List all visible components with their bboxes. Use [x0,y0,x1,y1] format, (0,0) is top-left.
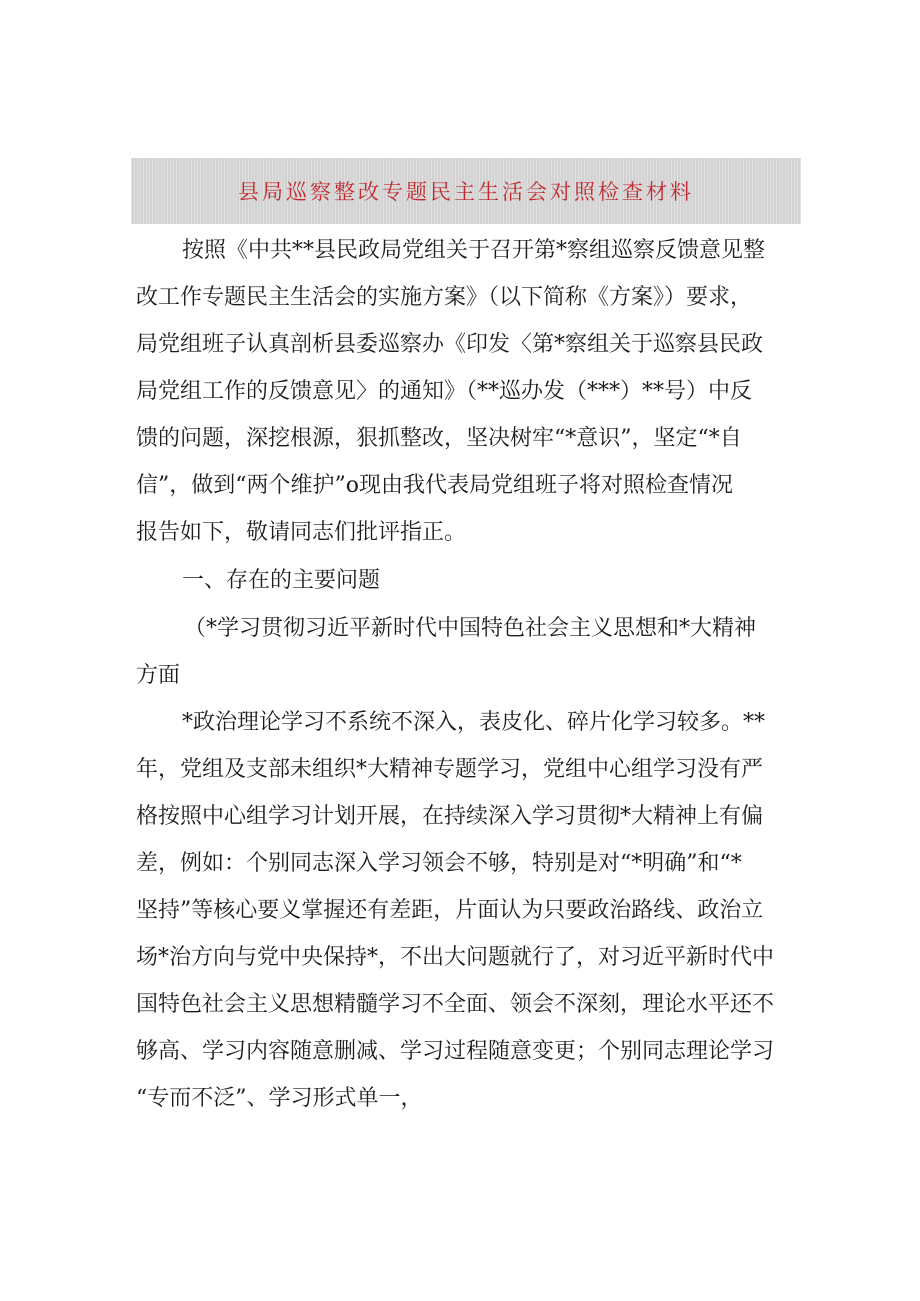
body-line: 国特色社会主义思想精髓学习不全面、领会不深刻，理论水平还不 [136,992,775,1017]
document-title: 县局巡察整改专题民主生活会对照检查材料 [238,180,694,204]
body-line: 差，例如：个别同志深入学习领会不够，特别是对“*明确”和“* [136,851,742,876]
body-line: 坚持”等核心要义掌握还有差距，片面认为只要政治路线、政治立 [136,898,764,923]
body-line: 场*治方向与党中央保持*，不出大问题就行了，对习近平新时代中 [136,945,775,970]
intro-line: 局党组工作的反馈意见〉的通知》（**巡办发（***）**号）中反 [136,379,753,404]
intro-line: 馈的问题，深挖根源，狠抓整改，坚决树牢“*意识”，坚定“*自 [136,426,742,451]
title-banner [131,158,801,224]
intro-line: 信”，做到“两个维护”o现由我代表局党组班子将对照检查情况 [136,473,733,498]
intro-line: 改工作专题民主生活会的实施方案》（以下简称《方案》）要求， [136,285,753,310]
body-line: “专而不泛”、学习形式单一， [136,1086,423,1111]
body-line: *政治理论学习不系统不深入，表皮化、碎片化学习较多。** [182,710,766,735]
body-line: 格按照中心组学习计划开展，在持续深入学习贯彻*大精神上有偏 [136,804,764,829]
body-line: 够高、学习内容随意删减、学习过程随意变更；个别同志理论学习 [136,1039,775,1064]
intro-line: 按照《中共**县民政局党组关于召开第*察组巡察反馈意见整 [182,238,766,263]
subsection-heading: （*学习贯彻习近平新时代中国特色社会主义思想和*大精神 [184,616,757,641]
section-heading: 一、存在的主要问题 [182,568,381,593]
intro-line: 局党组班子认真剖析县委巡察办《印发〈第*察组关于巡察县民政 [136,332,764,357]
intro-line: 报告如下，敬请同志们批评指正。 [136,520,467,545]
body-line: 年，党组及支部未组织*大精神专题学习，党组中心组学习没有严 [136,757,764,782]
subsection-heading: 方面 [136,663,181,688]
